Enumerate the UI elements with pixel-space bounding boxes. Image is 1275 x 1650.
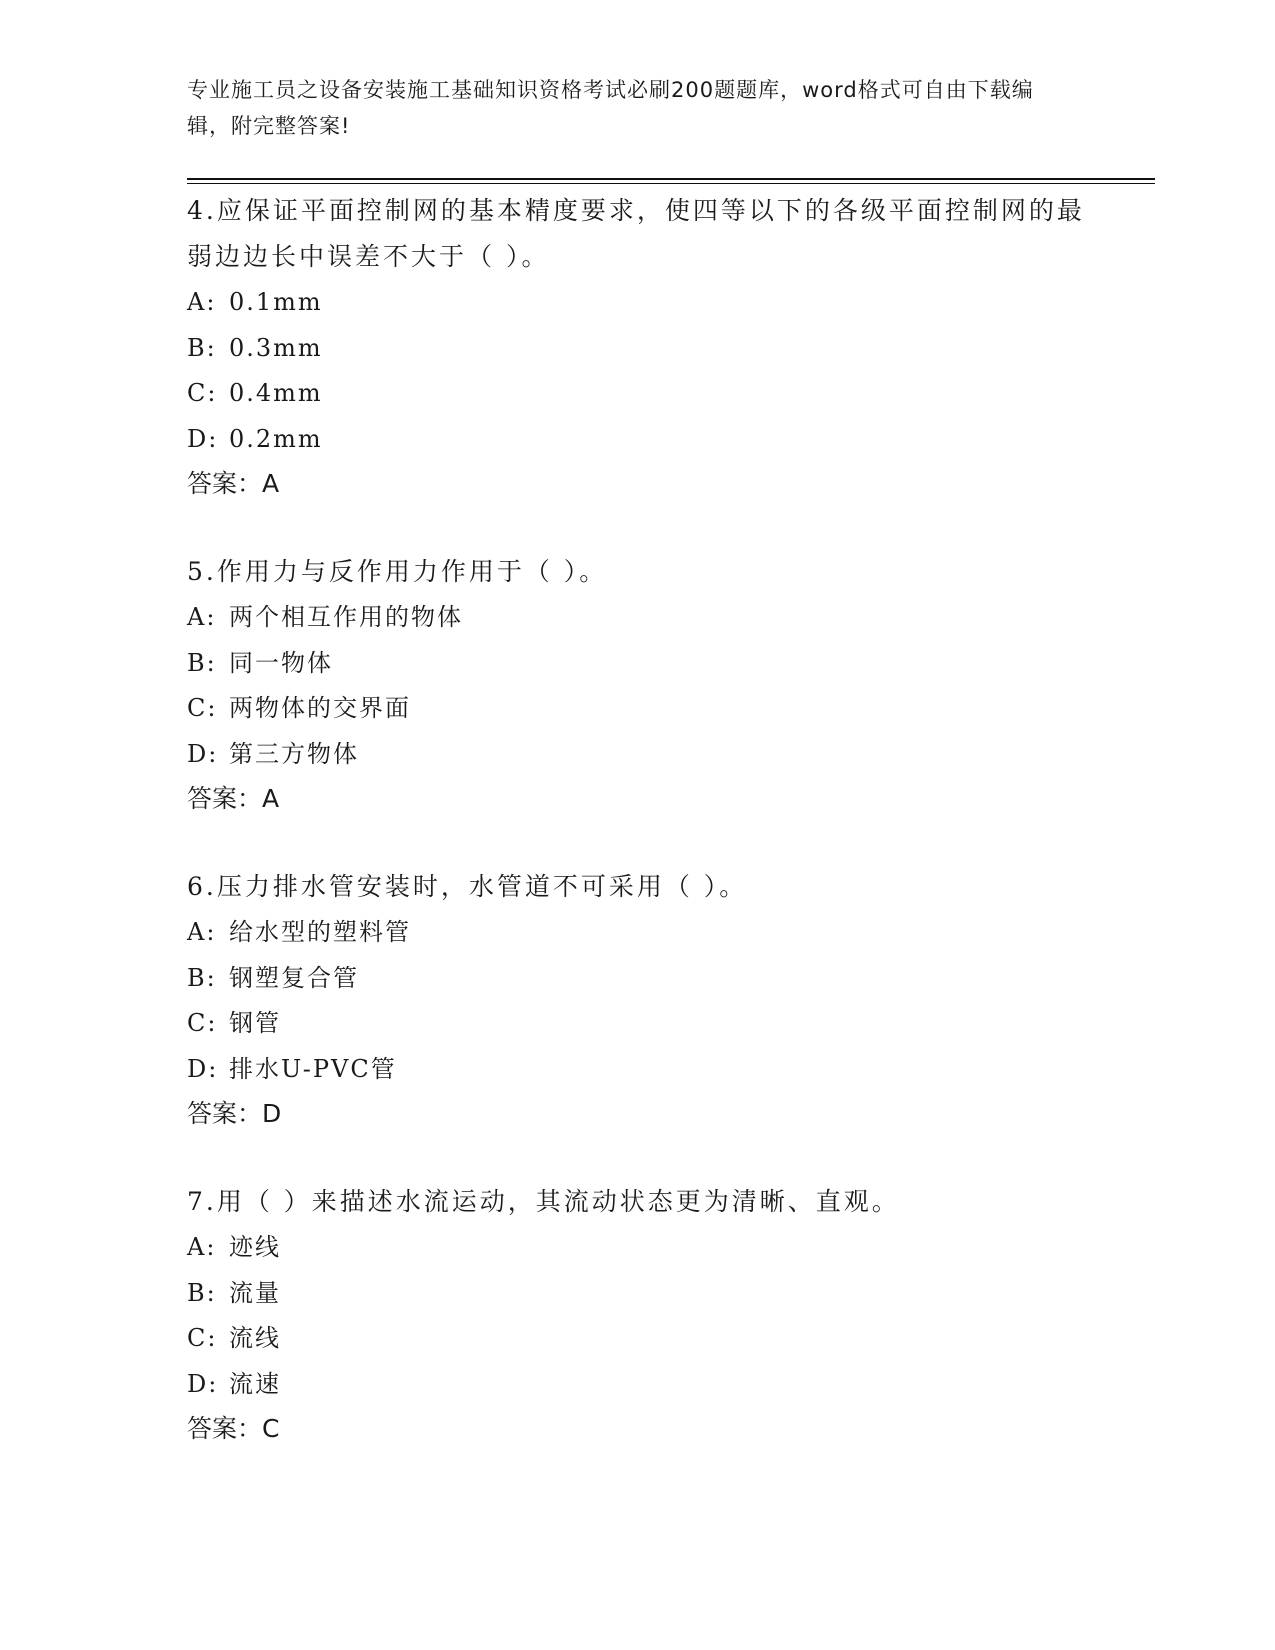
option-a — [187, 910, 1087, 956]
option-key: B: — [187, 648, 217, 677]
question-list — [187, 188, 1087, 1494]
option-text: 两个相互作用的物体 — [229, 603, 463, 631]
option-c — [187, 1001, 1087, 1047]
option-key: D: — [187, 1369, 219, 1398]
question-stem: 4.应保证平面控制网的基本精度要求，使四等以下的各级平面控制网的最弱边边长中误差不大于（ ）。 — [187, 196, 1085, 271]
question-stem: 7.用（ ）来描述水流运动，其流动状态更为清晰、直观。 — [187, 1187, 900, 1216]
option-text: 流量 — [229, 1278, 281, 1307]
option-key: C: — [187, 694, 218, 722]
option-text: 排水U-PVC管 — [229, 1054, 397, 1083]
option-key: A: — [187, 918, 217, 946]
option-text: 0.3mm — [229, 333, 323, 362]
question-7 — [187, 1179, 1087, 1450]
option-c — [187, 1316, 1087, 1362]
option-text: 迹线 — [229, 1233, 281, 1261]
document-header — [187, 72, 1067, 144]
option-a — [187, 280, 1087, 326]
option-text: 0.1mm — [229, 288, 323, 316]
option-key: C: — [187, 379, 218, 407]
option-b — [187, 326, 1087, 372]
option-text: 钢管 — [229, 1009, 281, 1037]
option-key: D: — [187, 1054, 219, 1083]
option-key: D: — [187, 424, 219, 453]
option-key: A: — [187, 288, 217, 316]
option-key: C: — [187, 1324, 218, 1352]
option-text: 0.4mm — [229, 379, 323, 407]
option-text: 第三方物体 — [229, 739, 359, 768]
question-5 — [187, 549, 1087, 820]
answer-line: 答案：A — [187, 469, 280, 498]
option-c — [187, 371, 1087, 417]
answer-line: 答案：C — [187, 1414, 280, 1443]
option-text: 同一物体 — [229, 648, 333, 677]
option-d — [187, 732, 1087, 778]
header-divider-thick — [187, 178, 1155, 180]
option-c — [187, 686, 1087, 732]
option-key: B: — [187, 1278, 217, 1307]
question-4 — [187, 188, 1087, 505]
option-text: 流线 — [229, 1324, 281, 1352]
option-b — [187, 641, 1087, 687]
answer-line: 答案：D — [187, 1099, 282, 1128]
option-text: 两物体的交界面 — [229, 694, 411, 722]
document-title: 专业施工员之设备安装施工基础知识资格考试必刷200题题库，word格式可自由下载编辑，附完整答案! — [187, 78, 1034, 138]
header-divider-thin — [187, 183, 1155, 184]
option-text: 0.2mm — [229, 424, 323, 453]
option-text: 钢塑复合管 — [229, 963, 359, 992]
question-stem: 6.压力排水管安装时，水管道不可采用（ ）。 — [187, 872, 748, 901]
option-d — [187, 1362, 1087, 1408]
option-key: C: — [187, 1009, 218, 1037]
question-stem: 5.作用力与反作用力作用于（ ）。 — [187, 557, 608, 586]
option-a — [187, 1225, 1087, 1271]
option-b — [187, 1271, 1087, 1317]
option-key: D: — [187, 739, 219, 768]
option-text: 给水型的塑料管 — [229, 918, 411, 946]
option-key: A: — [187, 603, 217, 631]
option-d — [187, 417, 1087, 463]
option-b — [187, 956, 1087, 1002]
option-d — [187, 1047, 1087, 1093]
answer-line: 答案：A — [187, 784, 280, 813]
option-key: A: — [187, 1233, 217, 1261]
question-6 — [187, 864, 1087, 1135]
option-key: B: — [187, 333, 217, 362]
option-a — [187, 595, 1087, 641]
option-key: B: — [187, 963, 217, 992]
option-text: 流速 — [229, 1369, 281, 1398]
